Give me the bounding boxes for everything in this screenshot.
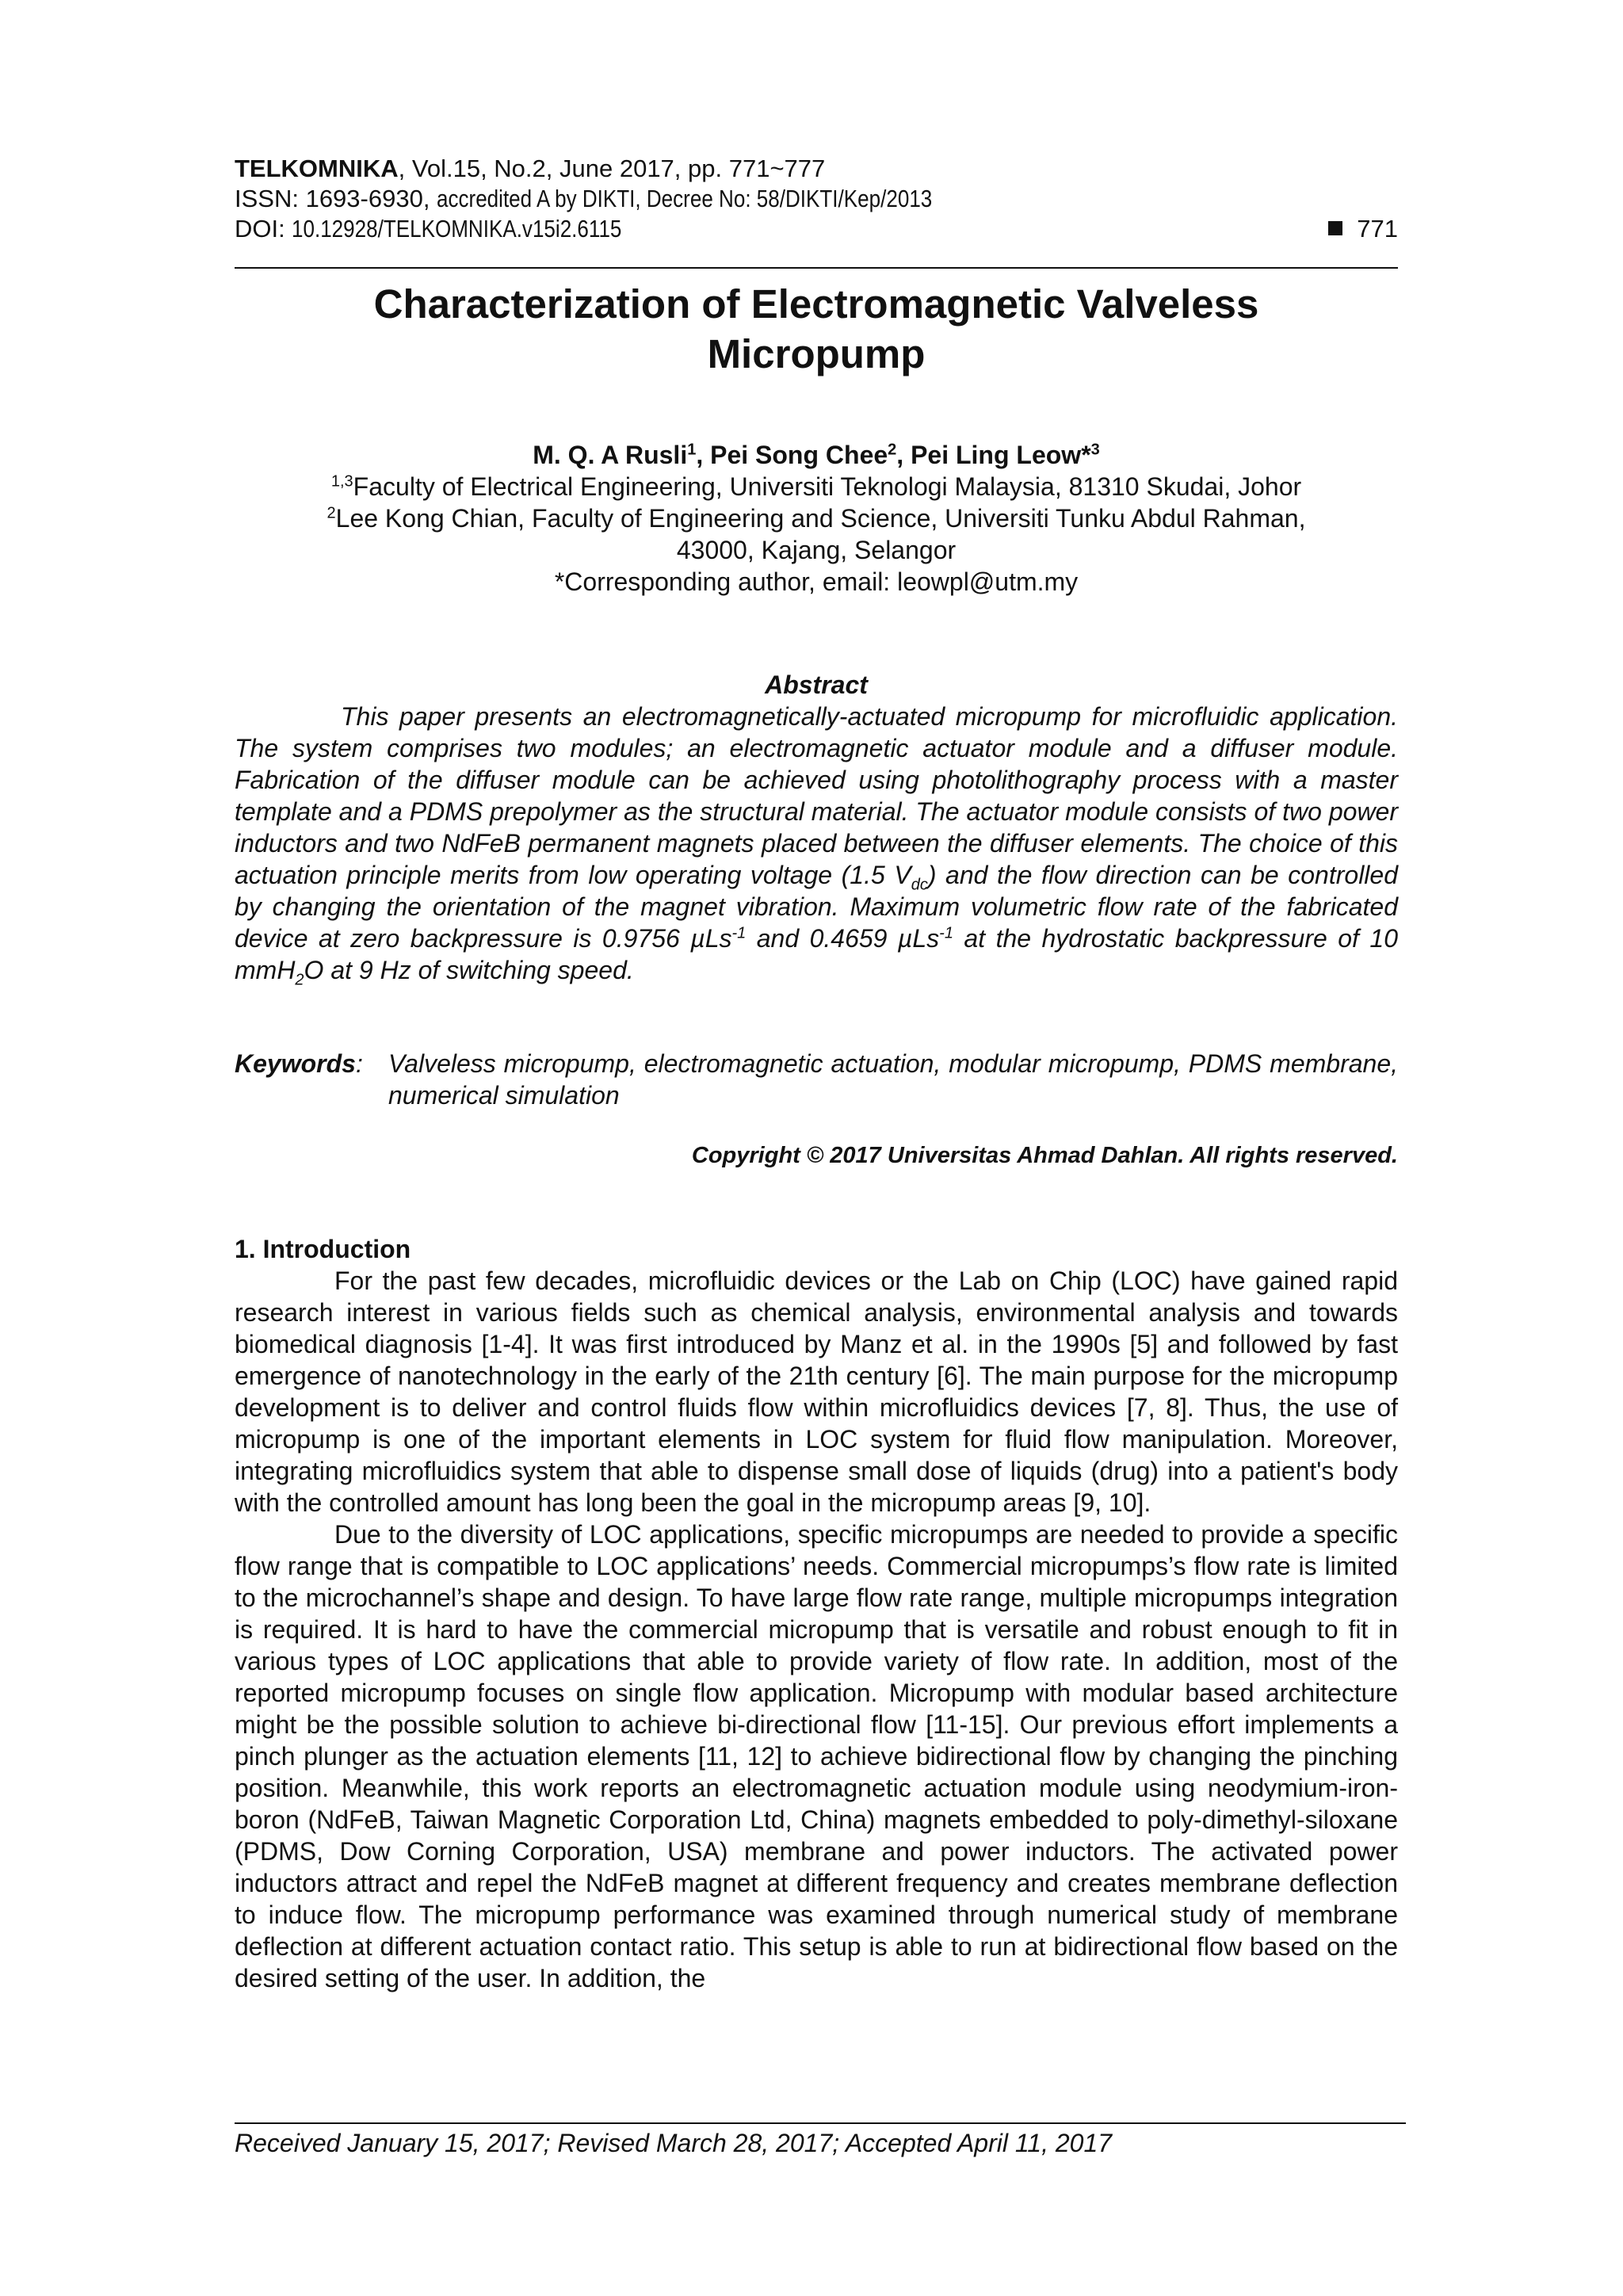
page-number-value: 771 xyxy=(1357,215,1398,243)
affiliation-1-sup: 1,3 xyxy=(330,472,353,491)
keywords-colon: : xyxy=(355,1049,363,1078)
author-2: Pei Song Chee xyxy=(710,441,888,469)
doi-value: 10.12928/TELKOMNIKA.v15i2.6115 xyxy=(292,215,622,243)
affiliation-2-sup: 2 xyxy=(327,504,336,522)
affiliation-1 xyxy=(235,471,1398,502)
header-line-doi xyxy=(235,214,1398,244)
author-block xyxy=(235,439,1398,598)
doi-label: DOI: xyxy=(235,215,292,243)
introduction-paragraph-2: Due to the diversity of LOC applications, specific micropumps are needed to provide a specific flow range that is compatible to LOC applications’ needs. Commercial micropumps’s flow rate is limited to the microchannel’s shape and design. To have large flow rate range, multiple micropumps integration is required. It is hard to have the commercial micropump that is versatile and robust enough to fit in various types of LOC applications that able to provide variety of flow rate. In addition, most of the reported micropump focuses on single flow application. Micropump with modular based architecture might be the possible solution to achieve bi-directional flow [11-15]. Our previous effort implements a pinch plunger as the actuation elements [11, 12] to achieve bidirectional flow by changing the pinching position. Meanwhile, this work reports an electromagnetic actuation module using neodymium-iron-boron (NdFeB, Taiwan Magnetic Corporation Ltd, China) magnets embedded to poly-dimethyl-siloxane (PDMS, Dow Corning Corporation, USA) membrane and power inductors. The activated power inductors attract and repel the NdFeB magnet at different frequency and creates membrane deflection to induce flow. The micropump performance was examined through numerical study of membrane deflection at different actuation contact ratio. This setup is able to run at bidirectional flow based on the desired setting of the user. In addition, the xyxy=(235,1520,1398,1992)
author-names xyxy=(235,439,1398,471)
abstract-superscript: -1 xyxy=(939,924,953,942)
square-bullet-icon xyxy=(1328,221,1342,235)
author-separator: , xyxy=(696,441,711,469)
author-3-sup: 3 xyxy=(1090,441,1100,459)
accreditation-text: accredited A by DIKTI, Decree No: 58/DIKTI/Kep/2013 xyxy=(437,185,933,212)
affiliation-2-line-2: 43000, Kajang, Selangor xyxy=(676,536,957,564)
abstract-text-part: This paper presents an electromagnetically-actuated micropump for microfluidic application. The system comprises two modules; an electromagnetic actuator module and a diffuser module. Fabrication of the diffuser module can be achieved using photolithography process with a master template and a PDMS prepolymer as the structural material. The actuator module consists of two power inductors and two NdFeB permanent magnets placed between the diffuser elements. The choice of this actuation principle merits from low operating voltage (1.5 V xyxy=(235,702,1398,889)
header-line-issn xyxy=(235,184,1398,214)
header-divider xyxy=(235,267,1398,269)
abstract-text-part: ) and the flow direction can be controlled by changing the orientation of the magnet vibration. Maximum volumetric flow rate of the fabricated device at zero backpressure is 0.9756 µLs xyxy=(235,861,1399,953)
author-1-sup: 1 xyxy=(687,441,697,459)
issn-label: ISSN: 1693-6930, xyxy=(235,185,437,212)
title-line-1: Characterization of Electromagnetic Valveless xyxy=(373,281,1259,327)
affiliation-1-text: Faculty of Electrical Engineering, Universiti Teknologi Malaysia, 81310 Skudai, Johor xyxy=(353,472,1302,501)
title-line-2: Micropump xyxy=(707,331,926,376)
keywords-text: Valveless micropump, electromagnetic actuation, modular micropump, PDMS membrane, numerical simulation xyxy=(388,1049,1398,1110)
keywords-label xyxy=(235,1048,363,1079)
corresponding-author: *Corresponding author, email: leowpl@utm.my xyxy=(554,567,1079,596)
abstract-subscript: 2 xyxy=(295,971,304,989)
author-separator: , xyxy=(896,441,911,469)
paper-title xyxy=(235,279,1398,379)
abstract-superscript: -1 xyxy=(731,924,747,942)
journal-name: TELKOMNIKA xyxy=(235,155,399,182)
keywords-label-text: Keywords xyxy=(235,1049,356,1078)
keywords-block xyxy=(235,1048,1398,1111)
affiliation-2 xyxy=(235,502,1398,534)
introduction-body xyxy=(235,1265,1398,1994)
header-line-journal xyxy=(235,154,1398,184)
page-number xyxy=(1328,214,1398,244)
abstract-text-part: at the hydrostatic backpressure of 10 mmH xyxy=(235,924,1399,984)
abstract-text-part: and 0.4659 µLs xyxy=(746,924,940,953)
introduction-paragraph-1: For the past few decades, microfluidic devices or the Lab on Chip (LOC) have gained rapid research interest in various fields such as chemical analysis, environmental analysis and towards biomedical diagnosis [1-4]. It was first introduced by Manz et al. in the 1990s [5] and followed by fast emergence of nanotechnology in the early of the 21th century [6]. The main purpose for the micropump development is to deliver and control fluids flow within microfluidics devices [7, 8]. Thus, the use of micropump is one of the important elements in LOC system for fluid flow manipulation. Moreover, integrating microfluidics system that able to dispense small dose of liquids (drug) into a patient's body with the controlled amount has long been the goal in the micropump areas [9, 10]. xyxy=(235,1266,1398,1517)
abstract-text xyxy=(235,701,1399,989)
abstract-heading: Abstract xyxy=(765,670,868,699)
journal-header xyxy=(235,154,1398,244)
author-2-sup: 2 xyxy=(888,441,897,459)
footer-divider xyxy=(235,2122,1406,2124)
author-1: M. Q. A Rusli xyxy=(533,441,688,469)
abstract-subscript: dc xyxy=(911,876,928,894)
author-3: Pei Ling Leow* xyxy=(911,441,1091,469)
section-heading-introduction: 1. Introduction xyxy=(235,1235,411,1263)
copyright-notice: Copyright © 2017 Universitas Ahmad Dahlan. All rights reserved. xyxy=(691,1143,1398,1168)
abstract-text-part: O at 9 Hz of switching speed. xyxy=(304,956,634,984)
received-dates: Received January 15, 2017; Revised March 28, 2017; Accepted April 11, 2017 xyxy=(235,2129,1113,2157)
affiliation-2-text: Lee Kong Chian, Faculty of Engineering and Science, Universiti Tunku Abdul Rahman, xyxy=(335,504,1306,533)
journal-volume-info: , Vol.15, No.2, June 2017, pp. 771~777 xyxy=(398,155,826,182)
